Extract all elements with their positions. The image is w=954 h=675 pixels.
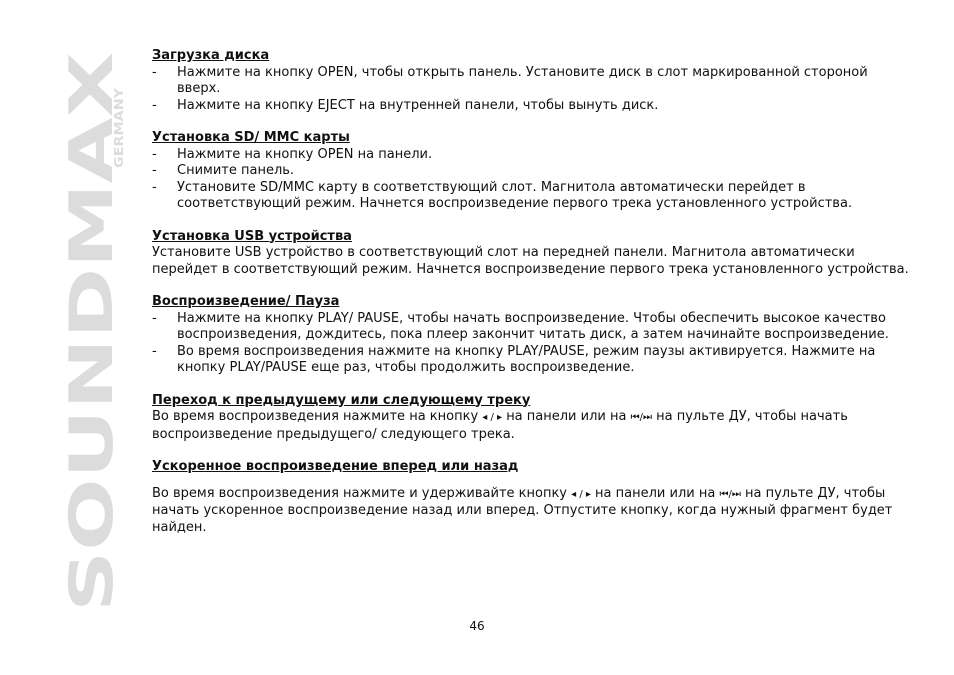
section-heading: Воспроизведение/ Пауза bbox=[152, 294, 340, 309]
list-dash: - bbox=[152, 310, 157, 326]
list-item-text: Во время воспроизведения нажмите на кнопку PLAY/PAUSE, режим паузы активируется. Нажмите на кнопку PLAY/PAUSE еще раз, чтобы продолжить воспроизведение. bbox=[177, 343, 876, 375]
section-heading: Ускоренное воспроизведение вперед или назад bbox=[152, 459, 519, 474]
text-fragment: на пульте ДУ, чтобы начать воспроизведение предыдущего/ следующего трека. bbox=[152, 409, 848, 442]
text-fragment: Во время воспроизведения нажмите на кнопку bbox=[152, 409, 479, 424]
list-dash: - bbox=[152, 97, 157, 113]
section-heading: Установка USB устройства bbox=[152, 228, 352, 244]
list-item bbox=[152, 163, 912, 180]
section-track-skip bbox=[152, 393, 912, 444]
germany-logo-text: GERMANY bbox=[112, 100, 126, 168]
text-fragment: Во время воспроизведения нажмите и удерживайте кнопку bbox=[152, 485, 567, 501]
section-heading: Установка SD/ MMC карты bbox=[152, 130, 350, 145]
list-dash: - bbox=[152, 64, 157, 80]
remote-skip-icon: ⏮/⏭ bbox=[630, 412, 652, 423]
manual-content bbox=[152, 48, 912, 552]
section-play-pause bbox=[152, 294, 912, 377]
section-fast-seek bbox=[152, 459, 912, 536]
section-disc-loading bbox=[152, 48, 912, 114]
remote-skip-icon: ⏮/⏭ bbox=[719, 488, 741, 500]
soundmax-logo bbox=[48, 40, 128, 620]
panel-arrows-icon: ◂ / ▸ bbox=[482, 412, 503, 423]
text-fragment: на панели или на bbox=[595, 485, 716, 501]
panel-arrows-icon: ◂ / ▸ bbox=[571, 488, 591, 500]
brand-watermark bbox=[48, 40, 128, 620]
text-fragment: на панели или на bbox=[506, 409, 627, 424]
instruction-list bbox=[152, 311, 912, 377]
list-dash: - bbox=[152, 146, 157, 162]
section-text: Установите USB устройство в соответствующий слот на передней панели. Магнитола автоматически перейдет в соответствующий режим. Начнется воспроизведение первого трека установленного устройства. bbox=[152, 245, 909, 277]
list-item-text: Снимите панель. bbox=[177, 163, 295, 178]
list-dash: - bbox=[152, 163, 157, 178]
page-number: 46 bbox=[469, 619, 485, 633]
list-item bbox=[152, 344, 912, 377]
instruction-list bbox=[152, 65, 912, 115]
list-item bbox=[152, 180, 912, 213]
list-item-text: Нажмите на кнопку EJECT на внутренней панели, чтобы вынуть диск. bbox=[177, 97, 659, 113]
list-item-text: Нажмите на кнопку PLAY/ PAUSE, чтобы начать воспроизведение. Чтобы обеспечить высокое качество воспроизведения, дождитесь, пока плеер закончит читать диск, а затем начинайте воспроизведение. bbox=[177, 310, 889, 342]
soundmax-logo-text: SOUNDMAX bbox=[57, 216, 127, 612]
list-item bbox=[152, 311, 912, 344]
list-dash: - bbox=[152, 179, 157, 195]
section-usb bbox=[152, 229, 912, 279]
list-item bbox=[152, 65, 912, 98]
section-text bbox=[152, 486, 912, 537]
section-heading: Загрузка диска bbox=[152, 48, 270, 63]
text-fragment: на пульте ДУ, чтобы начать ускоренное воспроизведение назад или вперед. Отпустите кнопку, когда нужный фрагмент будет найден. bbox=[152, 485, 893, 535]
list-item-text: Нажмите на кнопку OPEN, чтобы открыть панель. Установите диск в слот маркированной стороной вверх. bbox=[177, 64, 868, 96]
instruction-list bbox=[152, 147, 912, 213]
list-item-text: Установите SD/MMC карту в соответствующий слот. Магнитола автоматически перейдет в соответствующий режим. Начнется воспроизведение первого трека установленного устройства. bbox=[177, 179, 853, 211]
list-item-text: Нажмите на кнопку OPEN на панели. bbox=[177, 146, 433, 162]
section-heading: Переход к предыдущему или следующему треку bbox=[152, 392, 531, 408]
section-text bbox=[152, 409, 912, 443]
section-sd-card bbox=[152, 130, 912, 213]
list-item bbox=[152, 147, 912, 164]
list-item bbox=[152, 98, 912, 115]
list-dash: - bbox=[152, 343, 157, 359]
